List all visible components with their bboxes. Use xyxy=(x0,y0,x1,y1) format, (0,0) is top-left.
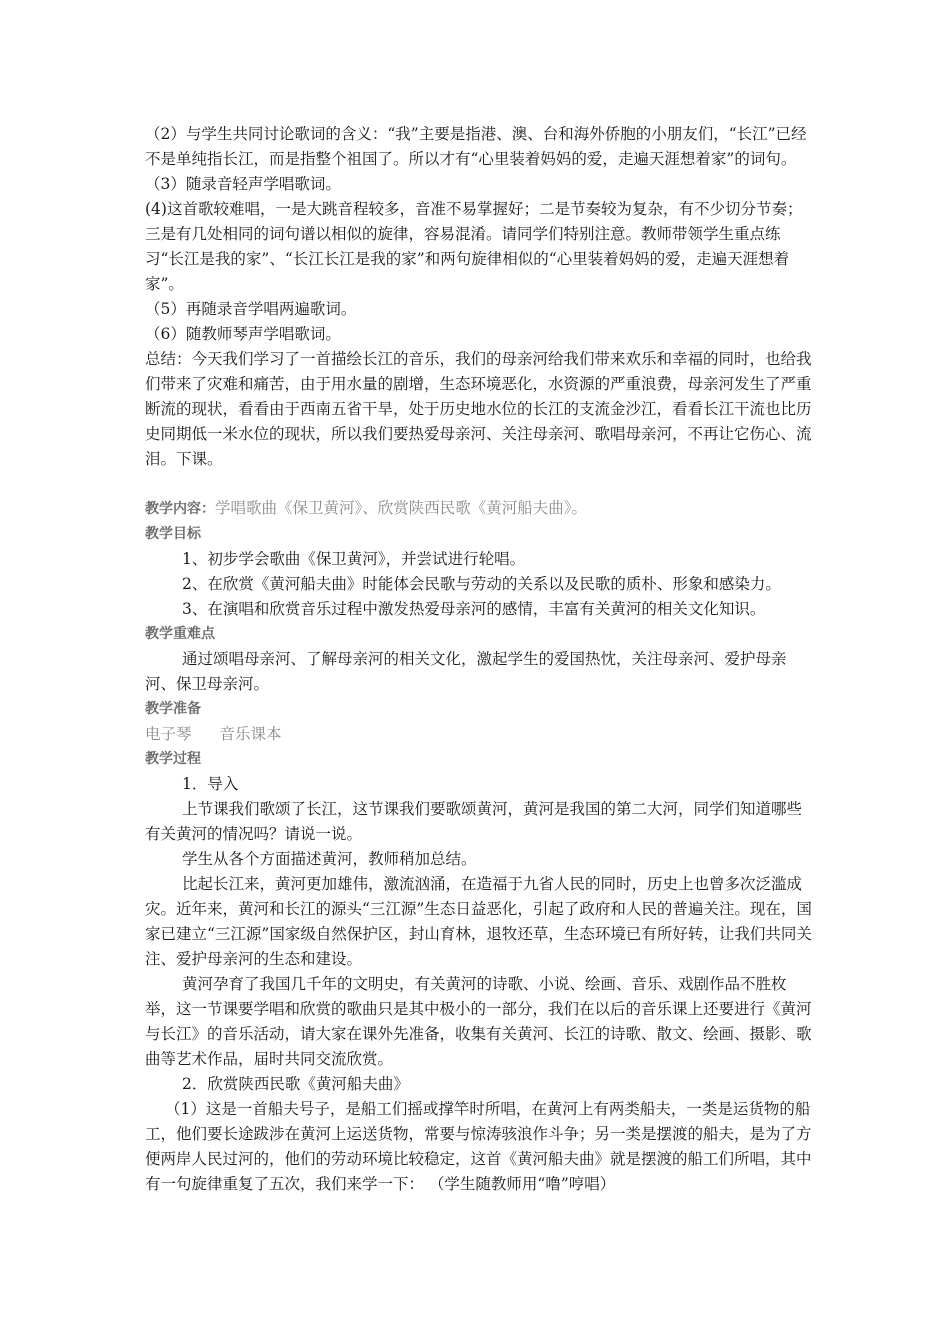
preparation-item-textbook: 音乐课本 xyxy=(219,725,282,743)
paragraph-step-4: (4)这首歌较难唱，一是大跳音程较多，音准不易掌握好；二是节奏较为复杂，有不少切分节奏；三是有几处相同的词句谱以相似的旋律，容易混淆。请同学们特别注意。教师带领学生重点练习“长江是我的家”、“长江长江是我的家”和两句旋律相似的“心里装着妈妈的爱，走遍天涯想着家”。 xyxy=(145,200,803,293)
paragraph-step-5: （5）再随录音学唱两遍歌词。 xyxy=(145,300,357,318)
paragraph-summary: 总结：今天我们学习了一首描绘长江的音乐，我们的母亲河给我们带来欢乐和幸福的同时，也给我们带来了灾难和痛苦，由于用水量的剧增，生态环境恶化，水资源的严重浪费，母亲河发生了严重断流的现状，看看由于西南五省干旱，处于历史地水位的长江的支流金沙江，看看长江干流也比历史同期低一米水位的现状，所以我们要热爱母亲河、关注母亲河、歌唱母亲河，不再让它伤心、流泪。下课。 xyxy=(145,350,812,468)
key-points-heading: 教学重难点 xyxy=(145,626,215,642)
step-1-paragraph-3: 比起长江来，黄河更加雄伟，激流汹涌，在造福于九省人民的同时，历史上也曾多次泛滥成灾。近年来，黄河和长江的源头“三江源”生态日益恶化，引起了政府和人民的普遍关注。现在，国家已建立“三江源”国家级自然保护区，封山育林，退牧还草，生态环境已有所好转，让我们共同关注、爱护母亲河的生态和建设。 xyxy=(145,875,812,968)
section-song-lesson-end xyxy=(145,122,815,472)
process-heading: 教学过程 xyxy=(145,751,201,767)
preparation-item-keyboard: 电子琴 xyxy=(145,725,192,743)
step-1-title: 1．导入 xyxy=(182,775,239,793)
goal-item-3: 3、在演唱和欣赏音乐过程中激发热爱母亲河的感情，丰富有关黄河的相关文化知识。 xyxy=(182,600,766,618)
key-points-text: 通过颂唱母亲河、了解母亲河的相关文化，激起学生的爱国热忱，关注母亲河、爱护母亲河、保卫母亲河。 xyxy=(145,650,787,693)
document-page xyxy=(145,122,815,1197)
paragraph-lyrics-meaning: （2）与学生共同讨论歌词的含义：“我”主要是指港、澳、台和海外侨胞的小朋友们，“长江”已经不是单纯指长江，而是指整个祖国了。所以才有“心里装着妈妈的爱，走遍天涯想着家”的词句。 xyxy=(145,125,807,168)
step-1-paragraph-1: 上节课我们歌颂了长江，这节课我们要歌颂黄河，黄河是我国的第二大河，同学们知道哪些有关黄河的情况吗？请说一说。 xyxy=(145,800,803,843)
step-2-title: 2．欣赏陕西民歌《黄河船夫曲》 xyxy=(182,1075,409,1093)
step-2-paragraph: （1）这是一首船夫号子，是船工们摇或撑竿时所唱，在黄河上有两类船夫，一类是运货物的船工，他们要长途跋涉在黄河上运送货物，常要与惊涛骇浪作斗争；另一类是摆渡的船夫，是为了方便两岸人民过河的，他们的劳动环境比较稳定，这首《黄河船夫曲》就是摆渡的船工们所唱，其中有一句旋律重复了五次，我们来学一下： （学生随教师用“噜”哼唱） xyxy=(145,1100,812,1193)
teaching-content-line xyxy=(145,496,815,522)
preparation-heading: 教学准备 xyxy=(145,701,201,717)
goals-heading: 教学目标 xyxy=(145,526,201,542)
preparation-items xyxy=(145,722,815,747)
goal-item-1: 1、初步学会歌曲《保卫黄河》，并尝试进行轮唱。 xyxy=(182,550,526,568)
section-yellow-river-lesson xyxy=(145,496,815,1197)
step-1-paragraph-2: 学生从各个方面描述黄河，教师稍加总结。 xyxy=(182,850,477,868)
step-1-paragraph-4: 黄河孕育了我国几千年的文明史，有关黄河的诗歌、小说、绘画、音乐、戏剧作品不胜枚举，这一节课要学唱和欣赏的歌曲只是其中极小的一部分，我们在以后的音乐课上还要进行《黄河与长江》的音乐活动，请大家在课外先准备，收集有关黄河、长江的诗歌、散文、绘画、摄影、歌曲等艺术作品，届时共同交流欣赏。 xyxy=(145,975,812,1068)
goal-item-2: 2、在欣赏《黄河船夫曲》时能体会民歌与劳动的关系以及民歌的质朴、形象和感染力。 xyxy=(182,575,781,593)
paragraph-step-3: （3）随录音轻声学唱歌词。 xyxy=(145,175,341,193)
teaching-content-label: 教学内容： xyxy=(145,501,215,517)
paragraph-step-6: （6）随教师琴声学唱歌词。 xyxy=(145,325,341,343)
teaching-content-text: 学唱歌曲《保卫黄河》、欣赏陕西民歌《黄河船夫曲》。 xyxy=(215,499,588,517)
